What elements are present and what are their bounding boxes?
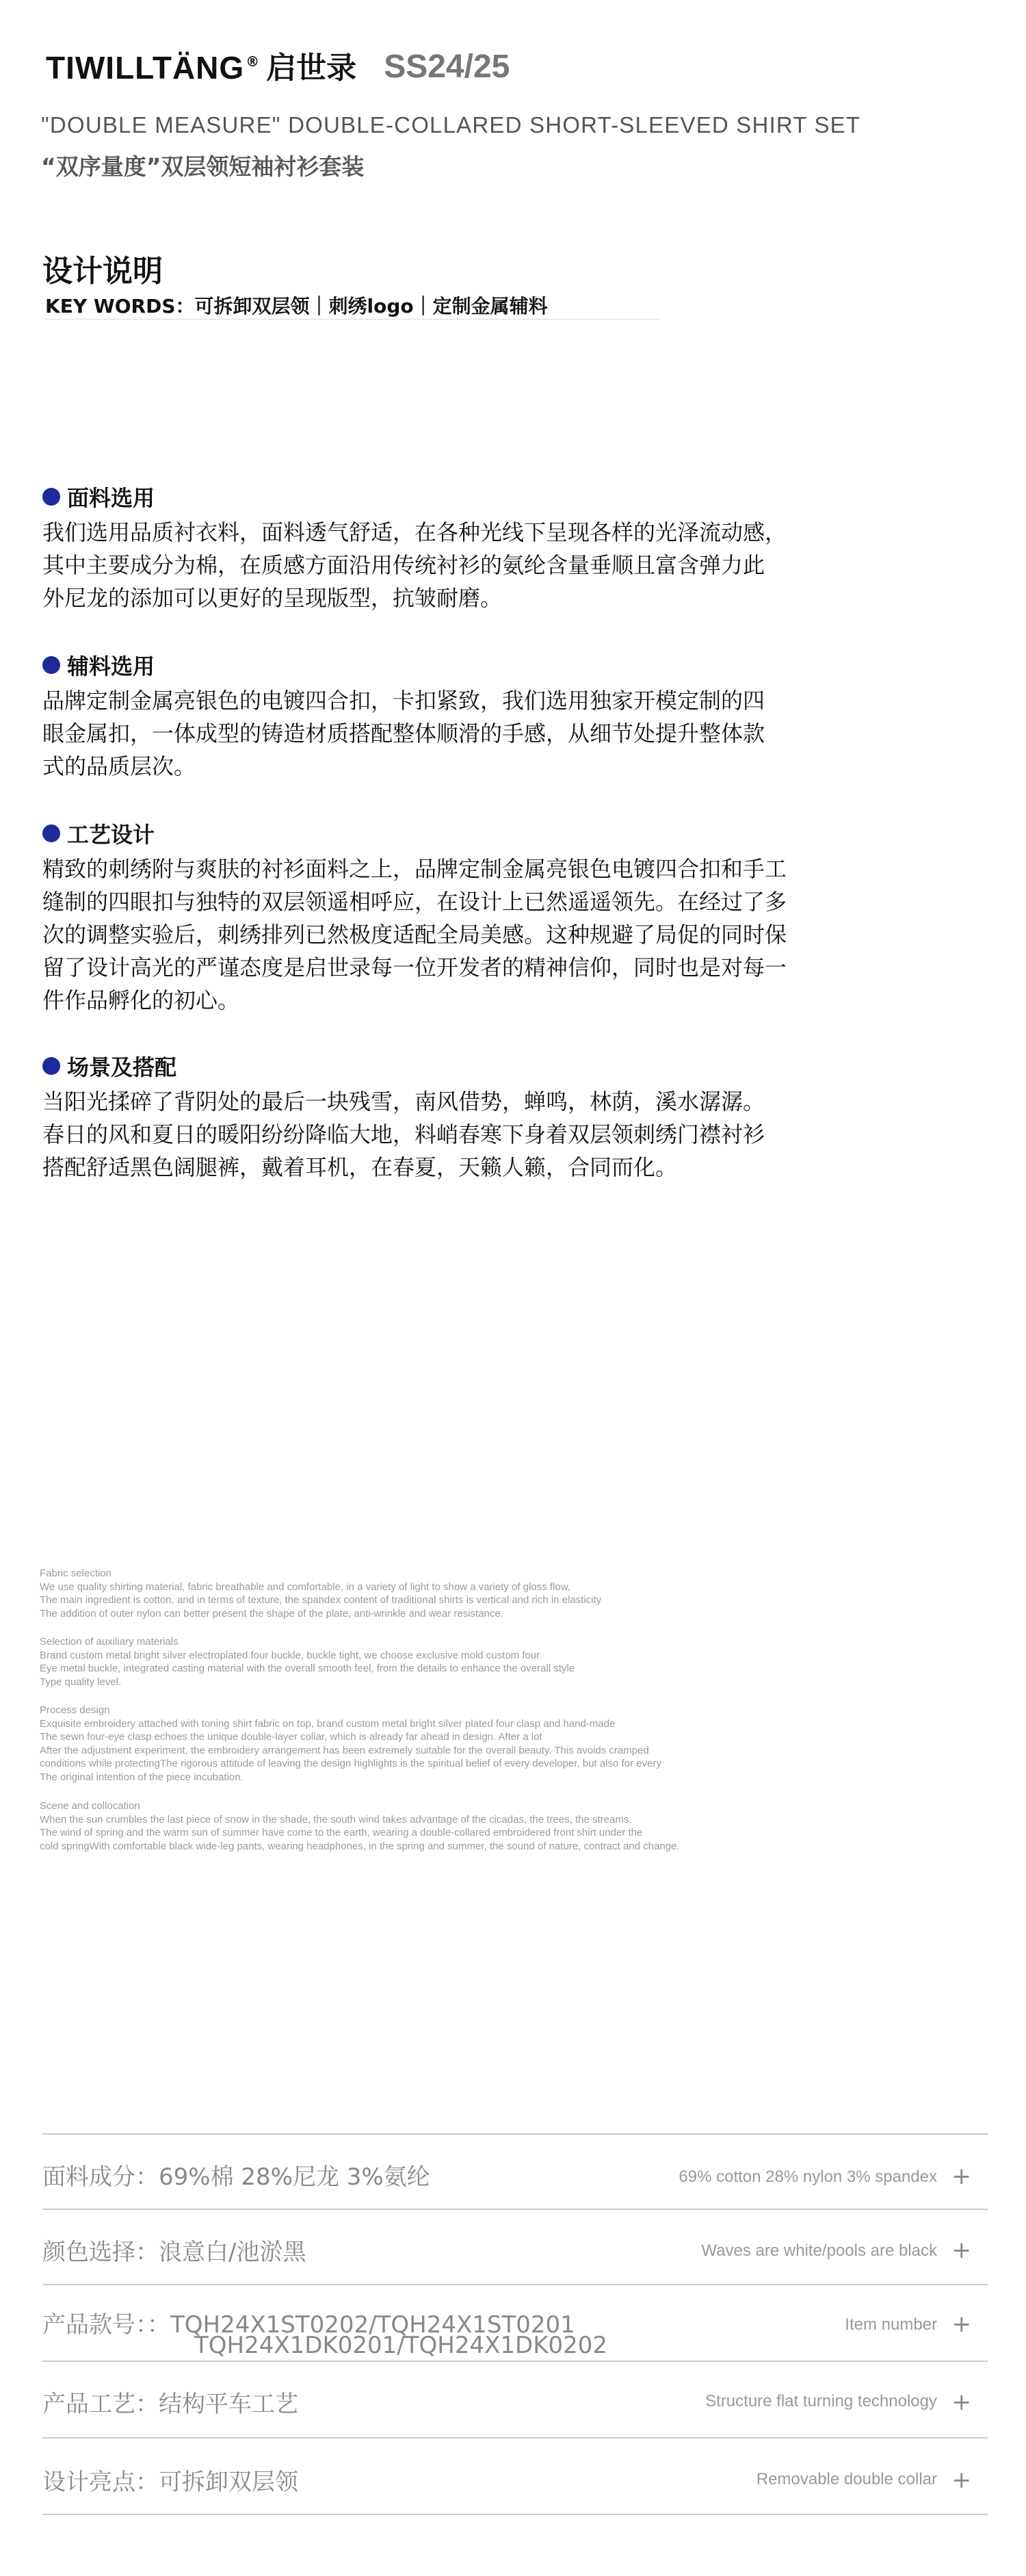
en-line: Fabric selection — [40, 1567, 112, 1579]
spec-key: 面料成分： — [42, 2163, 159, 2191]
keywords-underline — [45, 319, 661, 320]
en-line: Selection of auxiliary materials — [40, 1636, 179, 1648]
block-auxiliary — [42, 650, 904, 783]
en-line: Process design — [40, 1704, 110, 1716]
en-line: After the adjustment experiment, the embroidery arrangement has been extremely suitable for the overall beauty. This avoids cramped — [40, 1744, 649, 1756]
spec-label — [42, 2463, 298, 2497]
block-fabric — [42, 482, 904, 614]
en-line: Brand custom metal bright silver electroplated four buckle, buckle tight, we choose exclusive mold custom four — [40, 1649, 540, 1661]
brand-chinese-name: 启世录 — [266, 51, 357, 86]
en-line: The addition of outer nylon can better present the shape of the plate, anti-wrinkle and wear resistance. — [40, 1607, 503, 1619]
season-label: SS24/25 — [384, 49, 510, 85]
english-process — [40, 1704, 929, 1784]
spec-label — [42, 2233, 306, 2267]
block-scene — [42, 1051, 904, 1184]
brand-logo: TIWILLTÄNG — [46, 50, 245, 86]
en-line: We use quality shirting material, fabric breathable and comfortable, in a variety of light to show a variety of gloss flow, — [40, 1580, 570, 1593]
bullet-dot-icon — [42, 656, 60, 674]
body-line: 件作品孵化的初心。 — [42, 987, 240, 1013]
spec-row-item-number[interactable] — [42, 2285, 988, 2362]
english-auxiliary — [40, 1635, 929, 1689]
spec-value: 浪意白/池淤黑 — [159, 2239, 306, 2266]
block-title: 工艺设计 — [67, 822, 155, 848]
design-notes-title: 设计说明 — [42, 254, 163, 289]
en-line: The wind of spring and the warm sun of summer have come to the earth, wearing a double-collared embroidered front shirt under the — [40, 1827, 643, 1838]
plus-icon[interactable]: + — [951, 2163, 971, 2190]
body-line: 搭配舒适黑色阔腿裤，戴着耳机，在春夏，天籁人籁，合同而化。 — [42, 1154, 678, 1180]
spec-value: 可拆卸双层领 — [159, 2469, 298, 2496]
english-scene — [40, 1799, 929, 1853]
plus-icon[interactable]: + — [951, 2389, 971, 2416]
spec-english: 69% cotton 28% nylon 3% spandex — [679, 2168, 937, 2186]
keywords: KEY WORDS：可拆卸双层领｜刺绣logo｜定制金属辅料 — [45, 295, 548, 317]
spec-divider — [42, 2514, 988, 2515]
bullet-dot-icon — [42, 488, 60, 506]
spec-key: 产品款号： — [42, 2311, 147, 2339]
registered-mark: ® — [246, 53, 260, 70]
body-line: 留了设计高光的严谨态度是启世录每一位开发者的精神信仰，同时也是对每一 — [42, 954, 787, 980]
en-line: conditions while protectingThe rigorous attitude of leaving the design highlights is the spiritual belief of every developer, but also for every — [40, 1758, 661, 1769]
spec-label — [42, 2158, 430, 2191]
product-title-cn: “双序量度”双层领短袖衬衫套装 — [41, 153, 365, 180]
spec-english: Waves are white/pools are black — [701, 2241, 937, 2260]
spec-row-fabric[interactable] — [42, 2135, 988, 2210]
body-line: 我们选用品质衬衣料，面料透气舒适，在各种光线下呈现各样的光泽流动感， — [42, 519, 787, 545]
en-line: Scene and collocation — [40, 1800, 140, 1812]
body-line: 眼金属扣，一体成型的铸造材质搭配整体顺滑的手感，从细节处提升整体款 — [42, 720, 765, 746]
spec-label — [42, 2385, 298, 2419]
en-line: When the sun crumbles the last piece of snow in the shade, the south wind takes advantage of the cicadas, the trees, the streams. — [40, 1813, 632, 1825]
block-process — [42, 818, 904, 1017]
plus-icon[interactable]: + — [951, 2237, 971, 2264]
spec-row-highlight[interactable] — [42, 2438, 988, 2515]
spec-value: 结构平车工艺 — [159, 2391, 298, 2418]
plus-icon[interactable]: + — [951, 2467, 971, 2494]
product-title-en: "DOUBLE MEASURE" DOUBLE-COLLARED SHORT-SLEEVED SHIRT SET — [41, 112, 861, 138]
block-title: 辅料选用 — [67, 653, 155, 679]
en-line: Exquisite embroidery attached with toning shirt fabric on top, brand custom metal bright silver plated four clasp and hand-made — [40, 1717, 616, 1730]
body-line: 品牌定制金属亮银色的电镀四合扣，卡扣紧致，我们选用独家开模定制的四 — [42, 688, 765, 714]
spec-value-continued: TQH24X1DK0201/TQH24X1DK0202 — [194, 2332, 608, 2359]
body-line: 其中主要成分为棉，在质感方面沿用传统衬衫的氨纶含量垂顺且富含弹力此 — [42, 552, 765, 578]
spec-key: 设计亮点： — [42, 2469, 159, 2496]
body-line: 外尼龙的添加可以更好的呈现版型，抗皱耐磨。 — [42, 585, 503, 611]
body-line: 精致的刺绣附与爽肤的衬衫面料之上，品牌定制金属亮银色电镀四合扣和手工 — [42, 856, 787, 882]
english-fabric — [40, 1567, 929, 1620]
spec-key: 颜色选择： — [42, 2239, 159, 2266]
plus-icon[interactable]: + — [951, 2311, 971, 2338]
block-title: 场景及搭配 — [67, 1054, 177, 1080]
block-body — [42, 853, 904, 1017]
en-line: Type quality level. — [40, 1676, 122, 1688]
en-line: The original intention of the piece incubation. — [40, 1771, 244, 1783]
spec-english: Removable double collar — [756, 2470, 937, 2488]
body-line: 春日的风和夏日的暖阳纷纷降临大地，料峭春寒下身着双层领刺绣门襟衬衫 — [42, 1121, 765, 1147]
bullet-dot-icon — [42, 824, 60, 842]
en-line: The sewn four-eye clasp echoes the unique double-layer collar, which is already far ahead in design. After a lot — [40, 1731, 542, 1743]
spec-row-color[interactable] — [42, 2210, 988, 2285]
body-line: 当阳光揉碎了背阴处的最后一块残雪，南风借势，蝉鸣，林荫，溪水潺潺。 — [42, 1089, 765, 1115]
en-line: The main ingredient is cotton, and in terms of texture, the spandex content of traditional shirts is vertical and rich in elasticity — [40, 1594, 602, 1606]
body-line: 式的品质层次。 — [42, 753, 196, 779]
brand-header — [46, 40, 510, 86]
en-line: Eye metal buckle, integrated casting material with the overall smooth feel, from the details to enhance the overall style — [40, 1663, 575, 1674]
spec-value: 69%棉 28%尼龙 3%氨纶 — [159, 2163, 430, 2191]
body-line: 缝制的四眼扣与独特的双层领遥相呼应，在设计上已然遥遥领先。在经过了多 — [42, 889, 787, 915]
bullet-dot-icon — [42, 1057, 60, 1075]
spec-value: ：TQH24X1ST0202/TQH24X1ST0201 — [147, 2311, 575, 2339]
block-title: 面料选用 — [67, 485, 155, 511]
block-body — [42, 516, 904, 614]
block-body — [42, 1085, 904, 1184]
en-line: cold springWith comfortable black wide-leg pants, wearing headphones, in the spring and summer, the sound of nature, contract and change. — [40, 1840, 680, 1852]
spec-english: Structure flat turning technology — [705, 2392, 937, 2410]
block-body — [42, 684, 904, 783]
spec-english: Item number — [845, 2315, 937, 2334]
spec-key: 产品工艺： — [42, 2391, 159, 2418]
spec-row-process[interactable] — [42, 2362, 988, 2438]
body-line: 次的调整实验后，刺绣排列已然极度适配全局美感。这种规避了局促的同时保 — [42, 922, 787, 948]
